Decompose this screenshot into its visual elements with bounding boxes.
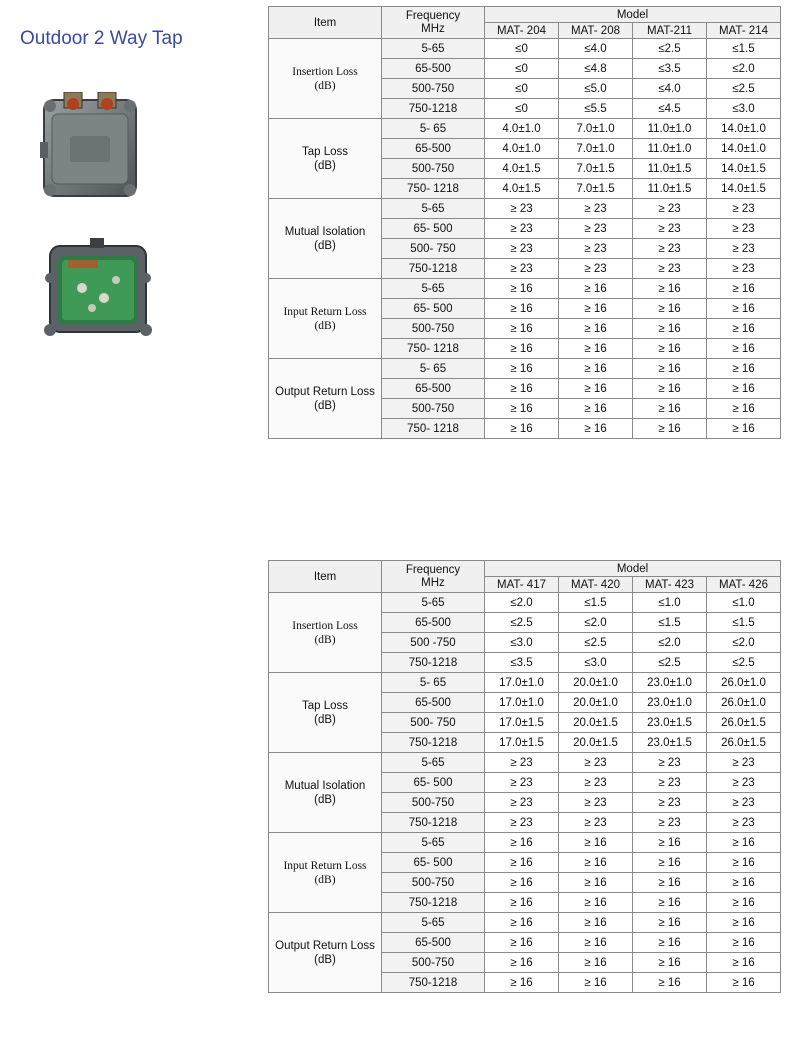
- value-cell: ≥ 16: [633, 299, 707, 319]
- value-cell: 17.0±1.5: [485, 713, 559, 733]
- value-cell: ≤0: [485, 59, 559, 79]
- table-row: [269, 119, 781, 139]
- value-cell: 17.0±1.0: [485, 693, 559, 713]
- frequency-cell: 5-65: [382, 753, 485, 773]
- table-row: [269, 279, 781, 299]
- value-cell: 4.0±1.5: [485, 159, 559, 179]
- page-title: Outdoor 2 Way Tap: [20, 28, 183, 49]
- value-cell: ≥ 16: [485, 359, 559, 379]
- value-cell: ≥ 16: [707, 419, 781, 439]
- value-cell: ≤2.0: [485, 593, 559, 613]
- value-cell: 11.0±1.5: [633, 159, 707, 179]
- value-cell: ≥ 16: [633, 853, 707, 873]
- value-cell: ≥ 23: [485, 773, 559, 793]
- table-row: [269, 753, 781, 773]
- value-cell: ≥ 23: [485, 259, 559, 279]
- value-cell: 26.0±1.0: [707, 673, 781, 693]
- value-cell: ≥ 23: [707, 239, 781, 259]
- item-label: Mutual Isolation (dB): [269, 753, 382, 833]
- value-cell: ≥ 16: [559, 399, 633, 419]
- value-cell: ≥ 23: [707, 219, 781, 239]
- model-name: MAT- 208: [559, 23, 633, 39]
- value-cell: ≥ 16: [633, 279, 707, 299]
- frequency-cell: 65- 500: [382, 773, 485, 793]
- frequency-cell: 500- 750: [382, 239, 485, 259]
- value-cell: ≥ 16: [485, 893, 559, 913]
- frequency-cell: 65-500: [382, 933, 485, 953]
- value-cell: ≥ 23: [559, 239, 633, 259]
- value-cell: ≤2.5: [707, 79, 781, 99]
- value-cell: ≤0: [485, 99, 559, 119]
- value-cell: ≤2.0: [707, 59, 781, 79]
- value-cell: ≥ 16: [559, 359, 633, 379]
- value-cell: ≥ 16: [633, 419, 707, 439]
- frequency-cell: 750-1218: [382, 99, 485, 119]
- value-cell: ≥ 16: [707, 339, 781, 359]
- value-cell: ≥ 16: [707, 319, 781, 339]
- value-cell: 7.0±1.0: [559, 119, 633, 139]
- value-cell: ≤0: [485, 79, 559, 99]
- header-model: Model: [485, 561, 781, 577]
- value-cell: 11.0±1.5: [633, 179, 707, 199]
- value-cell: ≤4.8: [559, 59, 633, 79]
- value-cell: ≥ 16: [559, 933, 633, 953]
- frequency-cell: 750-1218: [382, 733, 485, 753]
- frequency-cell: 65-500: [382, 139, 485, 159]
- item-label: Insertion Loss (dB): [269, 39, 382, 119]
- value-cell: ≥ 16: [559, 873, 633, 893]
- value-cell: ≥ 16: [633, 953, 707, 973]
- value-cell: 4.0±1.0: [485, 119, 559, 139]
- frequency-cell: 500- 750: [382, 713, 485, 733]
- value-cell: ≥ 16: [485, 419, 559, 439]
- frequency-cell: 5- 65: [382, 673, 485, 693]
- model-name: MAT- 214: [707, 23, 781, 39]
- value-cell: ≥ 23: [485, 793, 559, 813]
- value-cell: ≥ 23: [485, 199, 559, 219]
- item-label: Mutual Isolation (dB): [269, 199, 382, 279]
- table-row: [269, 593, 781, 613]
- value-cell: ≥ 16: [559, 853, 633, 873]
- value-cell: 4.0±1.5: [485, 179, 559, 199]
- frequency-cell: 5-65: [382, 833, 485, 853]
- value-cell: ≤2.0: [559, 613, 633, 633]
- value-cell: ≤2.5: [559, 633, 633, 653]
- value-cell: ≥ 23: [633, 199, 707, 219]
- value-cell: ≥ 23: [559, 753, 633, 773]
- value-cell: ≥ 23: [707, 773, 781, 793]
- item-label: Output Return Loss (dB): [269, 359, 382, 439]
- value-cell: 23.0±1.0: [633, 673, 707, 693]
- value-cell: ≥ 16: [633, 833, 707, 853]
- value-cell: ≤4.0: [633, 79, 707, 99]
- value-cell: 20.0±1.5: [559, 733, 633, 753]
- frequency-cell: 5- 65: [382, 119, 485, 139]
- frequency-cell: 750-1218: [382, 653, 485, 673]
- item-label: Input Return Loss (dB): [269, 833, 382, 913]
- item-label: Input Return Loss (dB): [269, 279, 382, 359]
- frequency-cell: 65- 500: [382, 853, 485, 873]
- item-label: Tap Loss (dB): [269, 119, 382, 199]
- frequency-cell: 5-65: [382, 279, 485, 299]
- value-cell: ≥ 23: [485, 239, 559, 259]
- value-cell: ≤1.5: [559, 593, 633, 613]
- frequency-cell: 500-750: [382, 793, 485, 813]
- value-cell: ≥ 23: [707, 199, 781, 219]
- value-cell: ≤2.5: [633, 653, 707, 673]
- table-row: [269, 359, 781, 379]
- frequency-cell: 750- 1218: [382, 339, 485, 359]
- value-cell: ≤4.0: [559, 39, 633, 59]
- value-cell: ≥ 23: [633, 753, 707, 773]
- header-item: Item: [269, 7, 382, 39]
- value-cell: 11.0±1.0: [633, 139, 707, 159]
- value-cell: ≥ 23: [559, 793, 633, 813]
- model-name: MAT- 417: [485, 577, 559, 593]
- value-cell: 26.0±1.5: [707, 713, 781, 733]
- model-name: MAT- 420: [559, 577, 633, 593]
- value-cell: ≥ 16: [633, 399, 707, 419]
- value-cell: ≥ 23: [559, 773, 633, 793]
- frequency-cell: 5-65: [382, 199, 485, 219]
- frequency-cell: 500-750: [382, 399, 485, 419]
- value-cell: ≥ 16: [707, 833, 781, 853]
- value-cell: ≥ 16: [633, 339, 707, 359]
- tap-housing-photo: [40, 92, 140, 204]
- table-row: [269, 913, 781, 933]
- value-cell: ≥ 23: [633, 793, 707, 813]
- model-name: MAT- 426: [707, 577, 781, 593]
- item-label: Insertion Loss (dB): [269, 593, 382, 673]
- value-cell: ≤3.5: [485, 653, 559, 673]
- value-cell: ≥ 16: [707, 913, 781, 933]
- table-row: [269, 199, 781, 219]
- value-cell: ≥ 23: [633, 239, 707, 259]
- frequency-cell: 5-65: [382, 39, 485, 59]
- value-cell: 17.0±1.5: [485, 733, 559, 753]
- frequency-cell: 500 -750: [382, 633, 485, 653]
- value-cell: ≥ 23: [707, 793, 781, 813]
- value-cell: ≥ 16: [559, 973, 633, 993]
- value-cell: ≥ 16: [707, 379, 781, 399]
- value-cell: ≤0: [485, 39, 559, 59]
- value-cell: ≥ 16: [707, 953, 781, 973]
- value-cell: 20.0±1.0: [559, 693, 633, 713]
- value-cell: ≥ 16: [559, 419, 633, 439]
- model-name: MAT-211: [633, 23, 707, 39]
- value-cell: ≥ 16: [707, 299, 781, 319]
- value-cell: 23.0±1.0: [633, 693, 707, 713]
- value-cell: 17.0±1.0: [485, 673, 559, 693]
- frequency-cell: 750- 1218: [382, 179, 485, 199]
- value-cell: ≥ 16: [707, 853, 781, 873]
- value-cell: ≥ 16: [485, 873, 559, 893]
- value-cell: ≥ 16: [633, 933, 707, 953]
- value-cell: ≥ 16: [485, 339, 559, 359]
- value-cell: ≥ 16: [633, 873, 707, 893]
- header-item: Item: [269, 561, 382, 593]
- value-cell: ≥ 23: [633, 813, 707, 833]
- value-cell: 23.0±1.5: [633, 713, 707, 733]
- value-cell: ≥ 16: [707, 279, 781, 299]
- value-cell: ≤2.5: [485, 613, 559, 633]
- value-cell: ≥ 16: [707, 933, 781, 953]
- value-cell: ≥ 16: [633, 893, 707, 913]
- value-cell: ≤2.5: [633, 39, 707, 59]
- frequency-cell: 750-1218: [382, 973, 485, 993]
- frequency-cell: 500-750: [382, 319, 485, 339]
- value-cell: 20.0±1.5: [559, 713, 633, 733]
- value-cell: ≥ 23: [485, 219, 559, 239]
- value-cell: ≥ 23: [707, 813, 781, 833]
- value-cell: ≥ 16: [485, 319, 559, 339]
- value-cell: ≥ 23: [485, 753, 559, 773]
- frequency-cell: 65-500: [382, 379, 485, 399]
- item-label: Tap Loss (dB): [269, 673, 382, 753]
- frequency-cell: 65- 500: [382, 299, 485, 319]
- value-cell: ≥ 23: [707, 259, 781, 279]
- value-cell: ≥ 23: [707, 753, 781, 773]
- value-cell: ≥ 23: [633, 219, 707, 239]
- value-cell: ≥ 16: [559, 339, 633, 359]
- value-cell: ≥ 16: [559, 379, 633, 399]
- value-cell: ≥ 23: [559, 259, 633, 279]
- value-cell: ≥ 16: [559, 279, 633, 299]
- value-cell: ≤1.0: [633, 593, 707, 613]
- value-cell: ≤3.0: [485, 633, 559, 653]
- frequency-cell: 750-1218: [382, 259, 485, 279]
- value-cell: ≥ 16: [559, 299, 633, 319]
- value-cell: 7.0±1.5: [559, 179, 633, 199]
- value-cell: ≥ 16: [485, 973, 559, 993]
- value-cell: ≥ 23: [559, 199, 633, 219]
- value-cell: ≤3.0: [559, 653, 633, 673]
- value-cell: ≥ 16: [485, 913, 559, 933]
- value-cell: ≤4.5: [633, 99, 707, 119]
- model-name: MAT- 204: [485, 23, 559, 39]
- value-cell: 14.0±1.0: [707, 139, 781, 159]
- value-cell: 20.0±1.0: [559, 673, 633, 693]
- tap-pcb-photo: [42, 238, 154, 338]
- value-cell: ≤2.5: [707, 653, 781, 673]
- frequency-cell: 5-65: [382, 593, 485, 613]
- value-cell: ≤3.0: [707, 99, 781, 119]
- table-row: [269, 39, 781, 59]
- value-cell: ≥ 16: [559, 893, 633, 913]
- frequency-cell: 5- 65: [382, 359, 485, 379]
- value-cell: ≥ 16: [485, 399, 559, 419]
- value-cell: 7.0±1.5: [559, 159, 633, 179]
- frequency-cell: 5-65: [382, 913, 485, 933]
- value-cell: ≥ 23: [633, 773, 707, 793]
- value-cell: ≤1.5: [633, 613, 707, 633]
- value-cell: ≤2.0: [633, 633, 707, 653]
- frequency-cell: 750-1218: [382, 893, 485, 913]
- value-cell: ≤5.0: [559, 79, 633, 99]
- value-cell: ≥ 16: [633, 913, 707, 933]
- value-cell: ≥ 16: [485, 833, 559, 853]
- value-cell: ≥ 23: [633, 259, 707, 279]
- value-cell: ≥ 23: [559, 219, 633, 239]
- value-cell: 14.0±1.0: [707, 119, 781, 139]
- frequency-cell: 500-750: [382, 79, 485, 99]
- value-cell: 23.0±1.5: [633, 733, 707, 753]
- value-cell: 26.0±1.0: [707, 693, 781, 713]
- value-cell: 14.0±1.5: [707, 179, 781, 199]
- model-name: MAT- 423: [633, 577, 707, 593]
- value-cell: ≥ 23: [559, 813, 633, 833]
- value-cell: ≥ 23: [485, 813, 559, 833]
- frequency-cell: 65-500: [382, 59, 485, 79]
- header-model: Model: [485, 7, 781, 23]
- value-cell: ≤5.5: [559, 99, 633, 119]
- value-cell: ≤1.5: [707, 613, 781, 633]
- frequency-cell: 750- 1218: [382, 419, 485, 439]
- value-cell: ≥ 16: [559, 319, 633, 339]
- value-cell: ≤3.5: [633, 59, 707, 79]
- value-cell: ≥ 16: [633, 973, 707, 993]
- table-row: [269, 673, 781, 693]
- value-cell: ≥ 16: [633, 359, 707, 379]
- value-cell: ≥ 16: [707, 893, 781, 913]
- value-cell: 26.0±1.5: [707, 733, 781, 753]
- value-cell: ≤2.0: [707, 633, 781, 653]
- value-cell: ≥ 16: [485, 933, 559, 953]
- spec-table-1: [268, 6, 781, 439]
- value-cell: ≥ 16: [485, 279, 559, 299]
- value-cell: ≥ 16: [485, 853, 559, 873]
- value-cell: ≥ 16: [485, 299, 559, 319]
- value-cell: ≥ 16: [633, 319, 707, 339]
- value-cell: ≥ 16: [707, 359, 781, 379]
- value-cell: ≥ 16: [707, 973, 781, 993]
- item-label: Output Return Loss (dB): [269, 913, 382, 993]
- value-cell: ≥ 16: [707, 399, 781, 419]
- value-cell: ≥ 16: [559, 833, 633, 853]
- header-frequency: Frequency MHz: [382, 7, 485, 39]
- value-cell: ≥ 16: [559, 913, 633, 933]
- value-cell: ≤1.5: [707, 39, 781, 59]
- value-cell: ≥ 16: [485, 379, 559, 399]
- frequency-cell: 65-500: [382, 613, 485, 633]
- value-cell: ≤1.0: [707, 593, 781, 613]
- value-cell: 14.0±1.5: [707, 159, 781, 179]
- frequency-cell: 65-500: [382, 693, 485, 713]
- spec-table-2: [268, 560, 781, 993]
- frequency-cell: 500-750: [382, 159, 485, 179]
- frequency-cell: 500-750: [382, 873, 485, 893]
- frequency-cell: 65- 500: [382, 219, 485, 239]
- value-cell: 7.0±1.0: [559, 139, 633, 159]
- header-frequency: Frequency MHz: [382, 561, 485, 593]
- value-cell: 4.0±1.0: [485, 139, 559, 159]
- value-cell: ≥ 16: [633, 379, 707, 399]
- value-cell: ≥ 16: [707, 873, 781, 893]
- table-row: [269, 833, 781, 853]
- value-cell: ≥ 16: [559, 953, 633, 973]
- value-cell: 11.0±1.0: [633, 119, 707, 139]
- frequency-cell: 500-750: [382, 953, 485, 973]
- value-cell: ≥ 16: [485, 953, 559, 973]
- frequency-cell: 750-1218: [382, 813, 485, 833]
